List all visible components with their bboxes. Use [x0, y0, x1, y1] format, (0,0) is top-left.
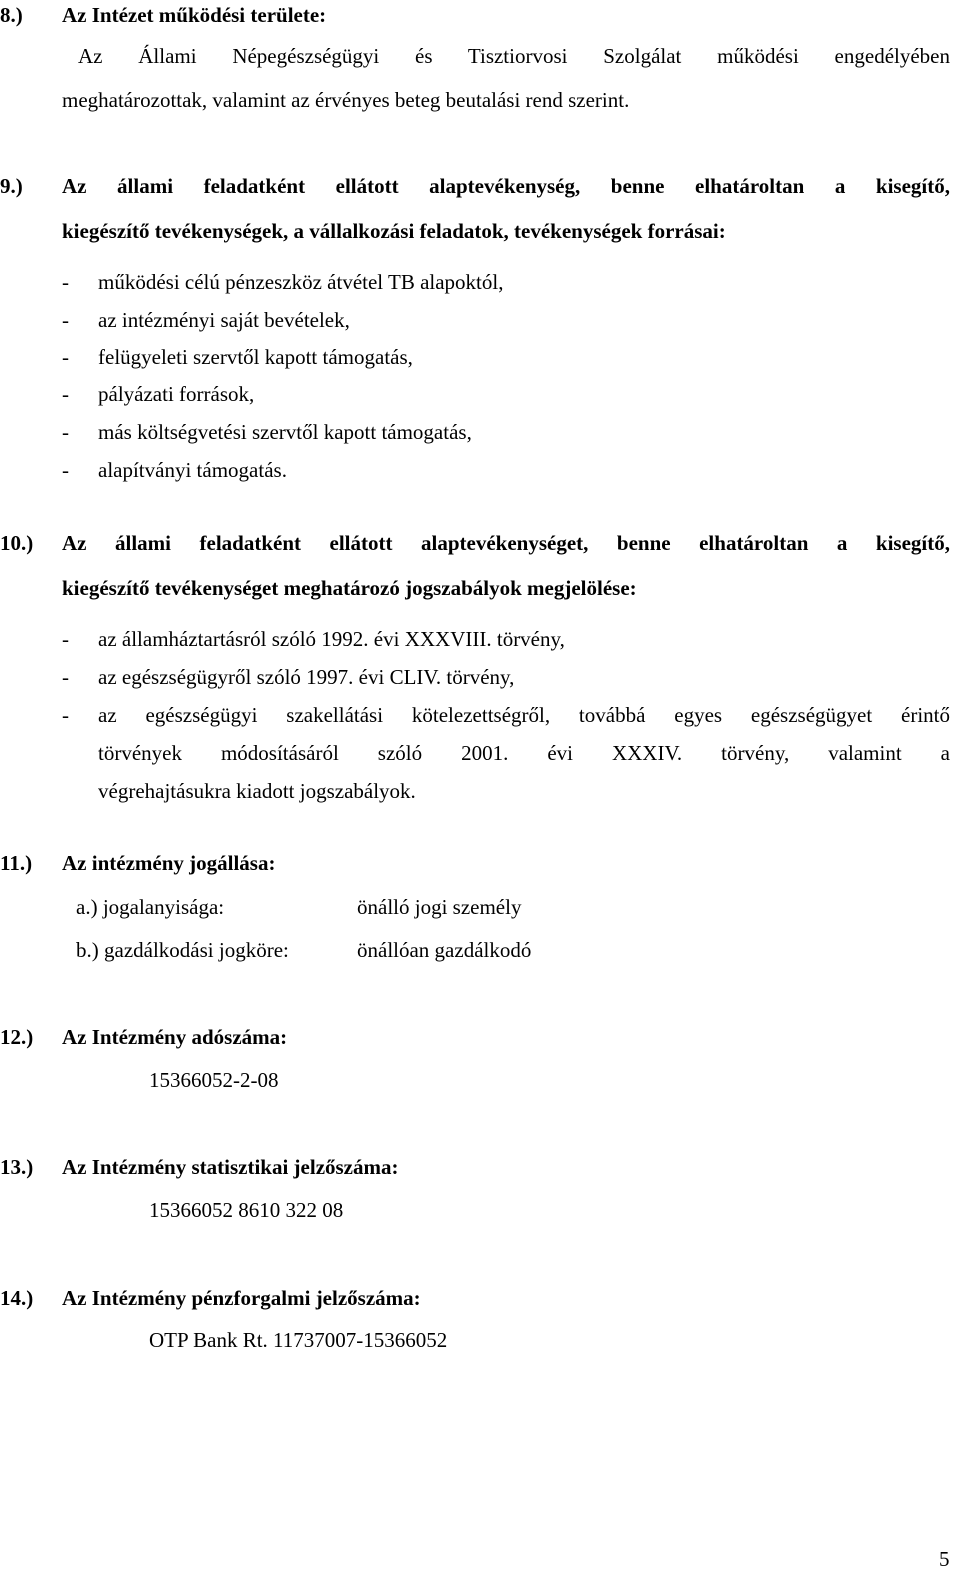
management-authority-label: b.) gazdálkodási jogköre: — [76, 938, 289, 962]
list-item: működési célú pénzeszköz átvétel TB alapoktól, — [98, 270, 504, 294]
list-item: más költségvetési szervtől kapott támogatás, — [98, 420, 472, 444]
section-11-number: 11.) — [0, 851, 33, 875]
list-dash: - — [62, 665, 69, 689]
legal-status-label: a.) jogalanyisága: — [76, 895, 225, 919]
section-10-heading-line2: kiegészítő tevékenységet meghatározó jogszabályok megjelölése: — [62, 576, 637, 600]
tax-number-value: 15366052-2-08 — [149, 1068, 279, 1092]
list-item: az egészségügyi szakellátási kötelezettségről, továbbá egyes egészségügyet érintő — [98, 703, 950, 727]
section-12-number: 12.) — [0, 1025, 34, 1049]
list-dash: - — [62, 345, 69, 369]
section-12-heading: Az Intézmény adószáma: — [62, 1025, 288, 1049]
list-dash: - — [62, 627, 69, 651]
list-dash: - — [62, 420, 69, 444]
list-dash: - — [62, 458, 69, 482]
section-11-heading: Az intézmény jogállása: — [62, 851, 276, 875]
section-13-heading: Az Intézmény statisztikai jelzőszáma: — [62, 1155, 399, 1179]
management-authority-value: önállóan gazdálkodó — [357, 938, 532, 962]
list-item: az intézményi saját bevételek, — [98, 308, 350, 332]
section-13-number: 13.) — [0, 1155, 34, 1179]
list-item: az egészségügyről szóló 1997. évi CLIV. törvény, — [98, 665, 515, 689]
section-9-heading-line2: kiegészítő tevékenységek, a vállalkozási feladatok, tevékenységek forrásai: — [62, 219, 726, 243]
section-14-heading: Az Intézmény pénzforgalmi jelzőszáma: — [62, 1286, 421, 1310]
bank-account-value: OTP Bank Rt. 11737007-15366052 — [149, 1328, 448, 1352]
legal-status-value: önálló jogi személy — [357, 895, 522, 919]
list-item: pályázati források, — [98, 382, 255, 406]
section-8-text-line2: meghatározottak, valamint az érvényes beteg beutalási rend szerint. — [62, 88, 630, 112]
list-dash: - — [62, 270, 69, 294]
section-9-heading-line1: Az állami feladatként ellátott alaptevékenység, benne elhatároltan a kisegítő, — [62, 174, 950, 198]
section-9-number: 9.) — [0, 174, 23, 198]
list-item: felügyeleti szervtől kapott támogatás, — [98, 345, 413, 369]
section-14-number: 14.) — [0, 1286, 34, 1310]
list-dash: - — [62, 308, 69, 332]
list-item-continuation: végrehajtásukra kiadott jogszabályok. — [98, 779, 416, 803]
section-10-number: 10.) — [0, 531, 34, 555]
list-dash: - — [62, 703, 69, 727]
list-dash: - — [62, 382, 69, 406]
section-8-text-line1: Az Állami Népegészségügyi és Tisztiorvosi Szolgálat működési engedélyében — [78, 44, 950, 68]
list-item: az államháztartásról szóló 1992. évi XXXVIII. törvény, — [98, 627, 565, 651]
list-item-continuation: törvények módosításáról szóló 2001. évi XXXIV. törvény, valamint a — [98, 741, 950, 765]
page-number: 5 — [939, 1547, 950, 1571]
list-item: alapítványi támogatás. — [98, 458, 287, 482]
section-8-number: 8.) — [0, 3, 23, 27]
statistical-code-value: 15366052 8610 322 08 — [149, 1198, 344, 1222]
section-10-heading-line1: Az állami feladatként ellátott alaptevékenységet, benne elhatároltan a kisegítő, — [62, 531, 950, 555]
section-8-heading: Az Intézet működési területe: — [62, 3, 327, 27]
